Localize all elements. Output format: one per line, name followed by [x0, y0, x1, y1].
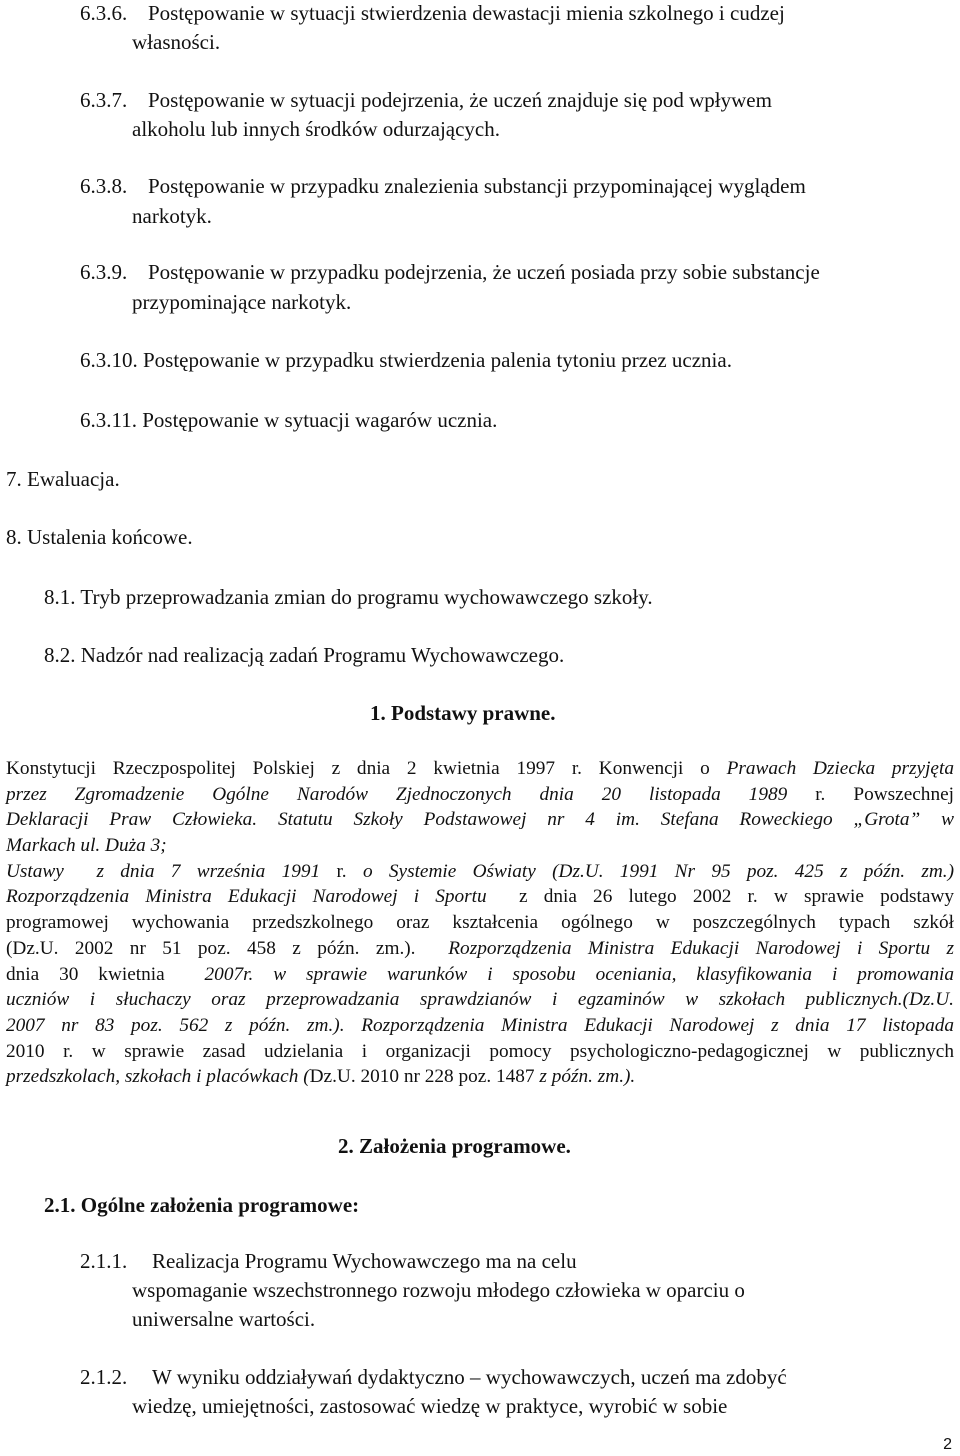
legal-line: Ustawy z dnia 7 września 1991 r. o Systemie Oświaty (Dz.U. 1991 Nr 95 poz. 425 z późn. zm.) [6, 860, 954, 882]
toc-item-number: 6.3.8. [80, 174, 128, 198]
legal-line: programowej wychowania przedszkolnego oraz kształcenia ogólnego w poszczególnych typach szkół [6, 912, 954, 934]
legal-line: 2007 nr 83 poz. 562 z późn. zm.). Rozporządzenia Ministra Edukacji Narodowej z dnia 17 listopada [6, 1014, 954, 1036]
toc-item-text: własności. [132, 30, 221, 54]
legal-line: przedszkolach, szkołach i placówkach (Dz.U. 2010 nr 228 poz. 1487 z późn. zm.). [6, 1066, 636, 1088]
item-text: Realizacja Programu Wychowawczego ma na celu [152, 1249, 577, 1273]
legal-line: uczniów i słuchaczy oraz przeprowadzania sprawdzianów i egzaminów w szkołach publicznych.(Dz.U. [6, 989, 954, 1011]
subsection-heading: 2.1. Ogólne założenia programowe: [44, 1193, 360, 1217]
legal-line: dnia 30 kwietnia 2007r. w sprawie warunków i sposobu oceniania, klasyfikowania i promowania [6, 963, 954, 985]
toc-item-text: Postępowanie w przypadku podejrzenia, że uczeń posiada przy sobie substancje [148, 260, 820, 284]
toc-item: 8. Ustalenia końcowe. [6, 525, 193, 549]
toc-item-text: Postępowanie w przypadku znalezienia substancji przypominającej wyglądem [148, 174, 806, 198]
legal-line: Deklaracji Praw Człowieka. Statutu Szkoły Podstawowej nr 4 im. Stefana Roweckiego „Grota” w [6, 809, 954, 831]
section-heading: 2. Założenia programowe. [338, 1134, 571, 1158]
legal-basis-paragraph [6, 756, 954, 1090]
section-heading: 1. Podstawy prawne. [370, 701, 556, 725]
toc-item-number: 6.3.9. [80, 260, 128, 284]
legal-line: Markach ul. Duża 3; [6, 835, 167, 857]
toc-item-number: 6.3.6. [80, 1, 128, 25]
toc-item-text: Postępowanie w sytuacji podejrzenia, że uczeń znajduje się pod wpływem [148, 88, 772, 112]
toc-item-number: 6.3.7. [80, 88, 128, 112]
item-number: 2.1.1. [80, 1249, 128, 1273]
legal-line: Konstytucji Rzeczpospolitej Polskiej z dnia 2 kwietnia 1997 r. Konwencji o Prawach Dziecka przyjęta [6, 758, 954, 779]
item-text: W wyniku oddziaływań dydaktyczno – wychowawczych, uczeń ma zdobyć [152, 1365, 787, 1389]
toc-item: 6.3.10. Postępowanie w przypadku stwierdzenia palenia tytoniu przez ucznia. [80, 348, 732, 372]
toc-item-text: narkotyk. [132, 204, 212, 228]
legal-line: przez Zgromadzenie Ogólne Narodów Zjednoczonych dnia 20 listopada 1989 r. Powszechnej [6, 783, 955, 805]
page-number: 2 [943, 1436, 952, 1453]
toc-item-text: Postępowanie w sytuacji stwierdzenia dewastacji mienia szkolnego i cudzej [148, 1, 785, 25]
item-text: wiedzę, umiejętności, zastosować wiedzę w praktyce, wyrobić w sobie [132, 1394, 728, 1418]
item-text: wspomaganie wszechstronnego rozwoju młodego człowieka w oparciu o [132, 1278, 745, 1302]
item-number: 2.1.2. [80, 1365, 128, 1389]
legal-line: Rozporządzenia Ministra Edukacji Narodowej i Sportu z dnia 26 lutego 2002 r. w sprawie podstawy [6, 886, 955, 908]
toc-item-text: alkoholu lub innych środków odurzających. [132, 117, 500, 141]
toc-item: 6.3.11. Postępowanie w sytuacji wagarów ucznia. [80, 408, 498, 432]
toc-item: 7. Ewaluacja. [6, 467, 120, 491]
toc-item: 8.1. Tryb przeprowadzania zmian do programu wychowawczego szkoły. [44, 585, 653, 609]
legal-line: (Dz.U. 2002 nr 51 poz. 458 z późn. zm.). Rozporządzenia Ministra Edukacji Narodowej i Sportu z [6, 937, 954, 959]
item-text: uniwersalne wartości. [132, 1307, 316, 1331]
legal-line: 2010 r. w sprawie zasad udzielania i organizacji pomocy psychologiczno-pedagogicznej w publicznych [6, 1040, 954, 1062]
toc-item: 8.2. Nadzór nad realizacją zadań Programu Wychowawczego. [44, 643, 565, 667]
toc-item-text: przypominające narkotyk. [132, 290, 352, 314]
